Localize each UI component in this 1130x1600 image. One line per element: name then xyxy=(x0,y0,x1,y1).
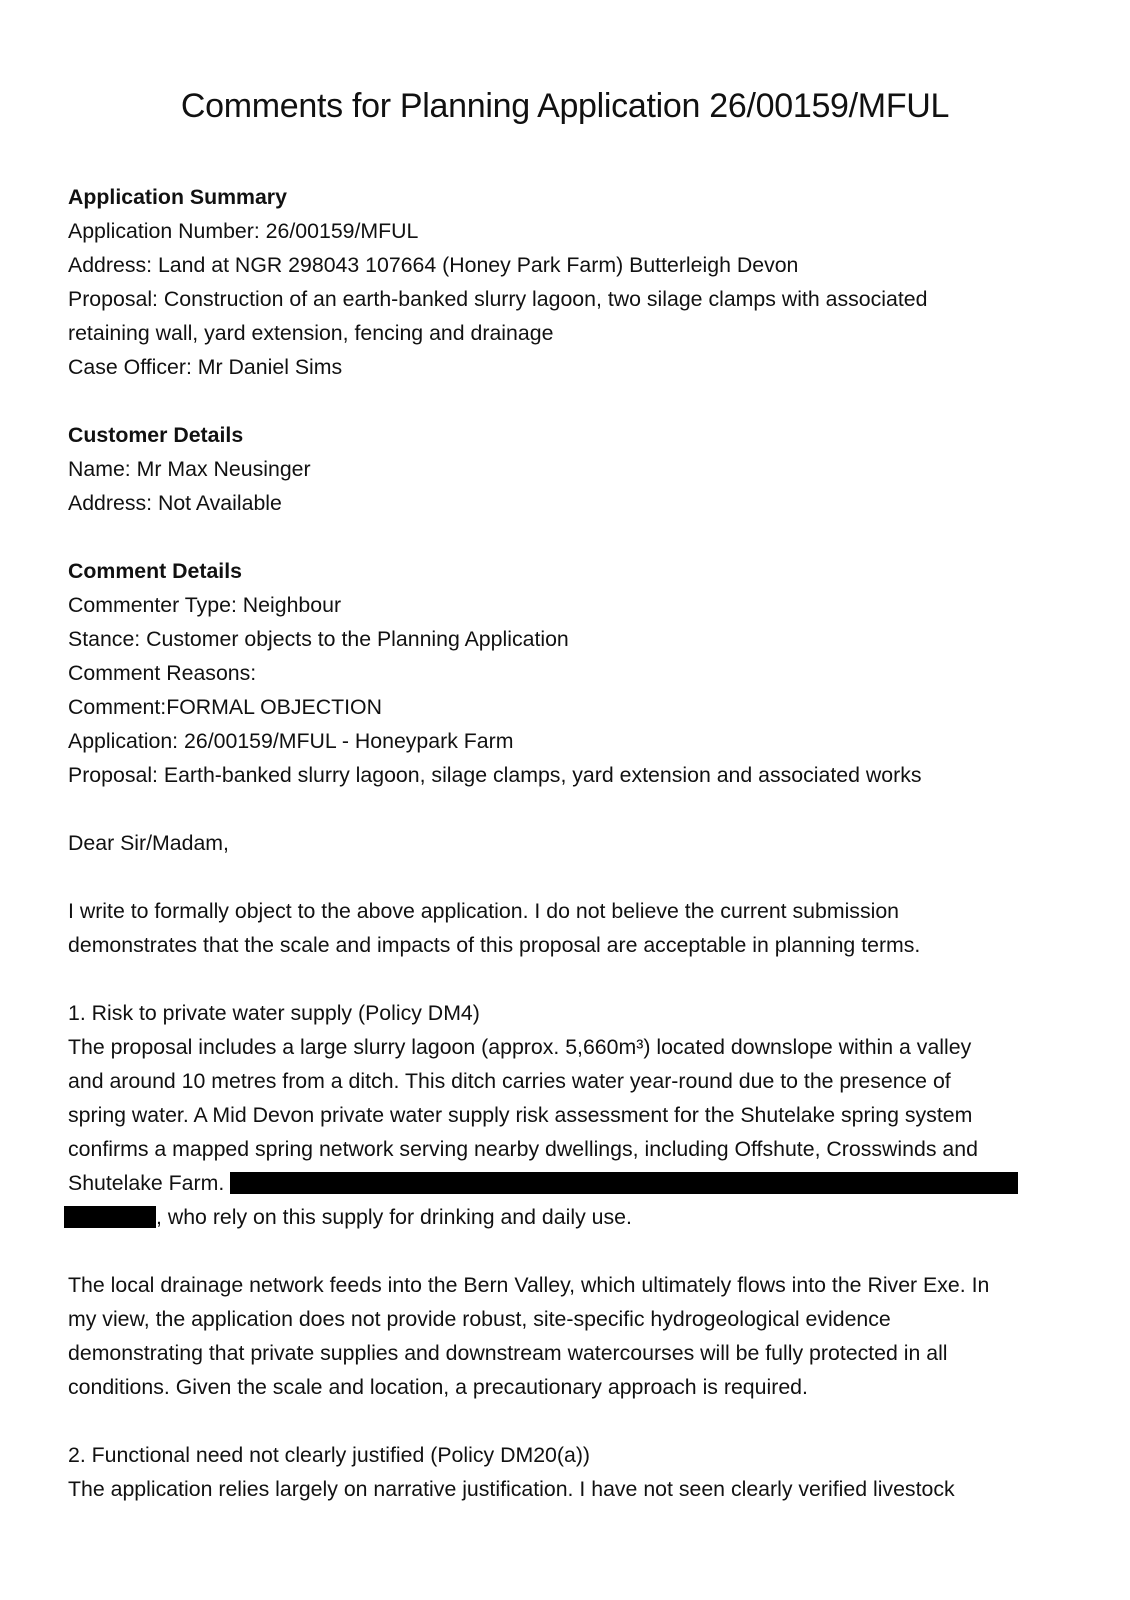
application-summary-heading: Application Summary xyxy=(68,185,287,209)
redaction-bar xyxy=(230,1172,1018,1194)
point1-heading: 1. Risk to private water supply (Policy DM4) xyxy=(68,1001,480,1025)
paragraph-line: conditions. Given the scale and location, a precautionary approach is required. xyxy=(68,1375,808,1399)
point1-line-text: , who rely on this supply for drinking and daily use. xyxy=(156,1205,632,1229)
intro-line: demonstrates that the scale and impacts of this proposal are acceptable in planning terms. xyxy=(68,933,921,957)
page-title: Comments for Planning Application 26/00159/MFUL xyxy=(180,87,950,125)
point1-line: spring water. A Mid Devon private water supply risk assessment for the Shutelake spring system xyxy=(68,1103,973,1127)
salutation: Dear Sir/Madam, xyxy=(68,831,229,855)
paragraph-line: The local drainage network feeds into the Bern Valley, which ultimately flows into the River Exe. In xyxy=(68,1273,990,1297)
point1-line-redacted xyxy=(68,1200,1078,1234)
customer-name: Name: Mr Max Neusinger xyxy=(68,457,311,481)
document-body xyxy=(68,180,1078,1506)
proposal-line: Proposal: Construction of an earth-banked slurry lagoon, two silage clamps with associated xyxy=(68,287,928,311)
comment-reasons: Comment Reasons: xyxy=(68,661,257,685)
customer-details-heading: Customer Details xyxy=(68,423,244,447)
comment-label: Comment:FORMAL OBJECTION xyxy=(68,695,382,719)
point1-line: and around 10 metres from a ditch. This ditch carries water year-round due to the presence of xyxy=(68,1069,951,1093)
proposal-line: retaining wall, yard extension, fencing and drainage xyxy=(68,321,554,345)
point1-line-redacted xyxy=(68,1166,1078,1200)
point2-heading: 2. Functional need not clearly justified (Policy DM20(a)) xyxy=(68,1443,591,1467)
redaction-bar xyxy=(64,1206,156,1228)
comment-application: Application: 26/00159/MFUL - Honeypark Farm xyxy=(68,729,514,753)
commenter-type: Commenter Type: Neighbour xyxy=(68,593,342,617)
case-officer: Case Officer: Mr Daniel Sims xyxy=(68,355,343,379)
application-number: Application Number: 26/00159/MFUL xyxy=(68,219,419,243)
comment-details-heading: Comment Details xyxy=(68,559,242,583)
paragraph-line: demonstrating that private supplies and downstream watercourses will be fully protected in all xyxy=(68,1341,948,1365)
customer-address: Address: Not Available xyxy=(68,491,282,515)
paragraph-line: my view, the application does not provide robust, site-specific hydrogeological evidence xyxy=(68,1307,891,1331)
point1-line: The proposal includes a large slurry lagoon (approx. 5,660m³) located downslope within a valley xyxy=(68,1035,972,1059)
application-address: Address: Land at NGR 298043 107664 (Honey Park Farm) Butterleigh Devon xyxy=(68,253,799,277)
point1-line: confirms a mapped spring network serving nearby dwellings, including Offshute, Crosswinds and xyxy=(68,1137,978,1161)
stance: Stance: Customer objects to the Planning Application xyxy=(68,627,569,651)
point1-line-text: Shutelake Farm. xyxy=(68,1171,225,1195)
comment-proposal: Proposal: Earth-banked slurry lagoon, silage clamps, yard extension and associated works xyxy=(68,763,922,787)
point2-line: The application relies largely on narrative justification. I have not seen clearly verified livestock xyxy=(68,1477,955,1501)
intro-line: I write to formally object to the above application. I do not believe the current submission xyxy=(68,899,900,923)
